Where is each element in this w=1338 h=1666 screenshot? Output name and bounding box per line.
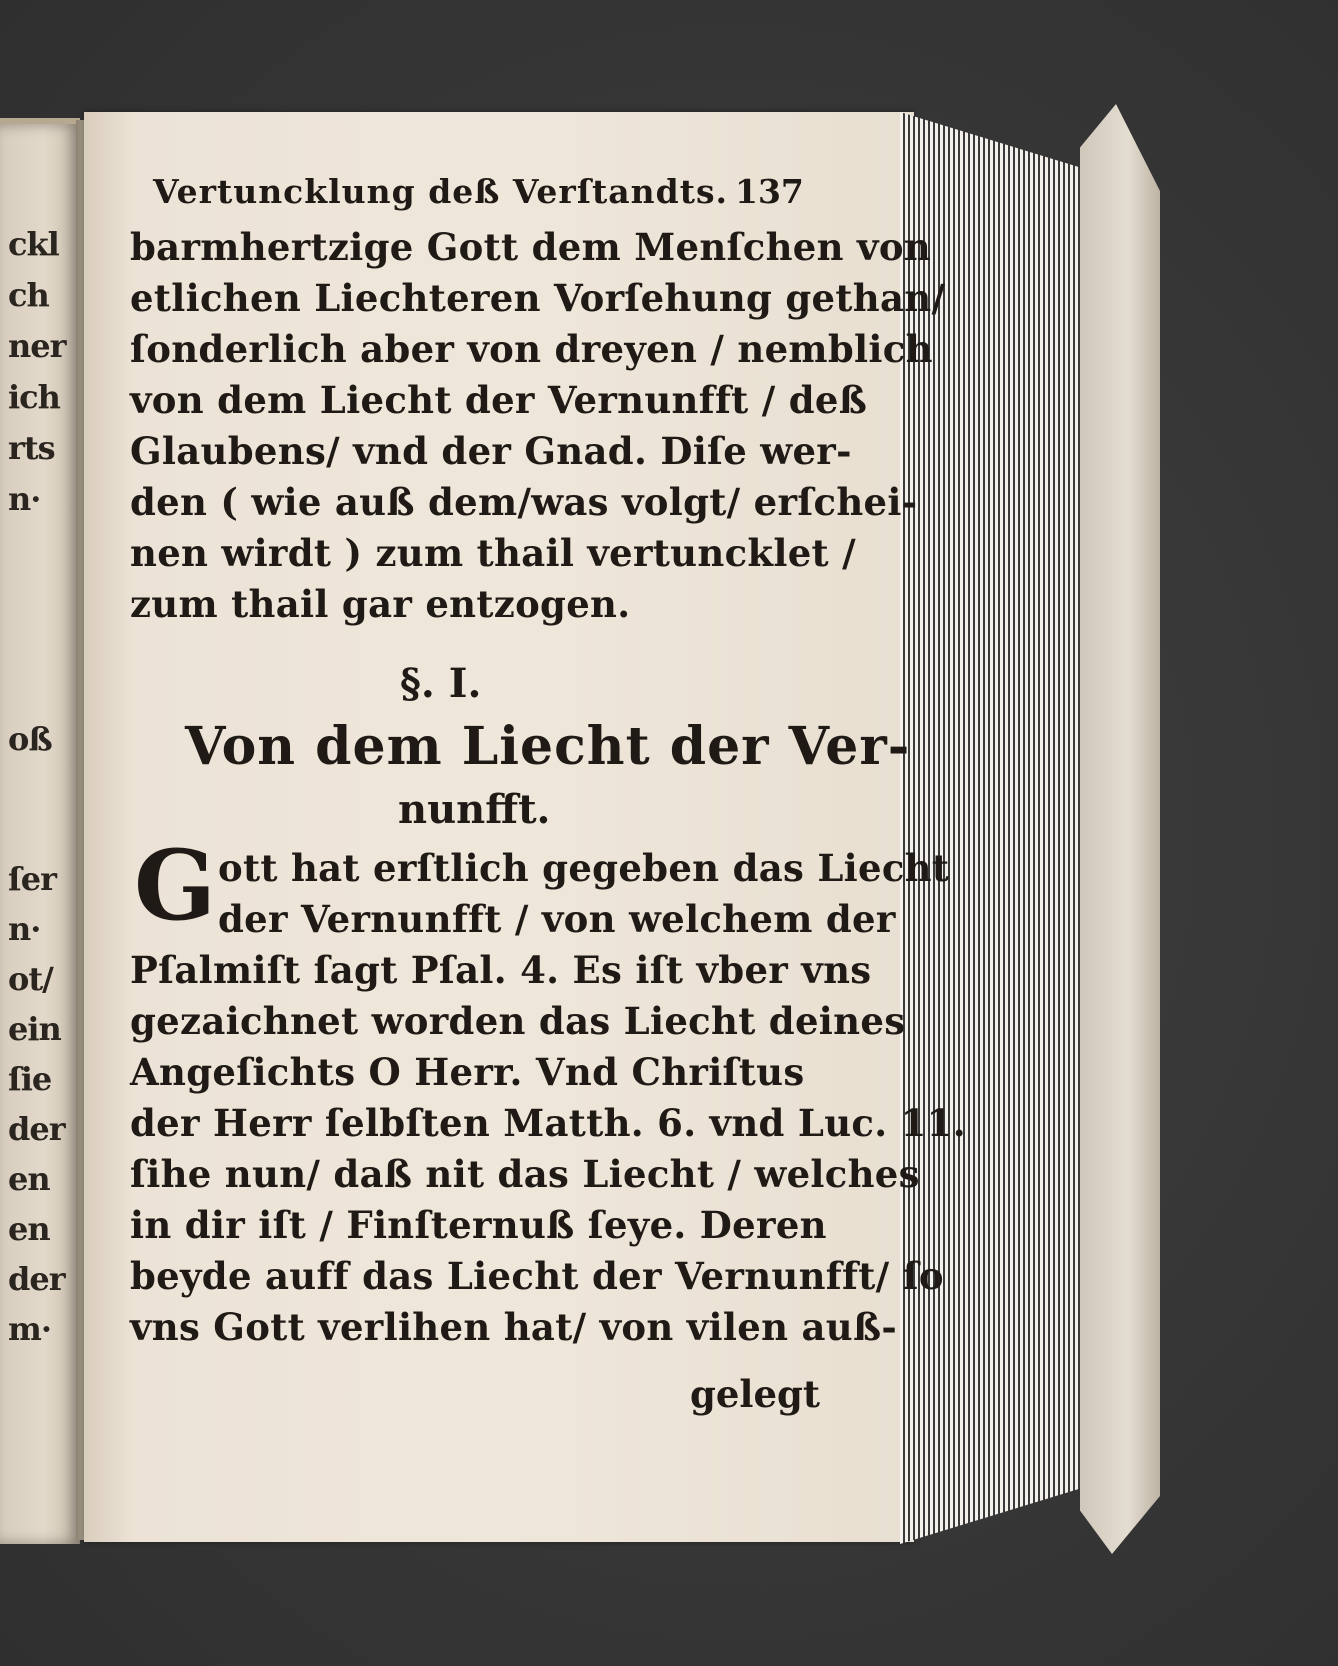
- text-line: gezaichnet worden das Liecht deines: [130, 999, 906, 1043]
- left-page-fragment: ner: [8, 327, 66, 365]
- left-page-fragment: n·: [8, 480, 41, 518]
- running-title: Vertuncklung deß Verſtandts.: [153, 172, 729, 211]
- catchword: gelegt: [690, 1372, 820, 1416]
- text-line: in dir iſt / Finſternuß ſeye. Deren: [130, 1203, 827, 1247]
- left-page-fragment: ch: [8, 276, 49, 314]
- left-page-fragment: ich: [8, 378, 60, 416]
- text-line: etlichen Liechteren Vorſehung gethan/: [130, 276, 946, 320]
- text-line: Glaubens/ vnd der Gnad. Diſe wer-: [130, 429, 852, 473]
- text-line: barmhertzige Gott dem Menſchen von: [130, 225, 932, 269]
- text-line: ſonderlich aber von dreyen / nemblich: [130, 327, 933, 371]
- left-page-fragment: ſer: [8, 860, 56, 898]
- left-page-fragment: oß: [8, 720, 52, 758]
- book-cover-edge: [1080, 104, 1160, 1554]
- text-line: den ( wie auß dem/was volgt/ erſchei-: [130, 480, 918, 524]
- text-line: vns Gott verlihen hat/ von vilen auß-: [130, 1305, 898, 1349]
- left-page-fragment: ſie: [8, 1060, 52, 1098]
- left-page-fragment: ot/: [8, 960, 53, 998]
- text-line: beyde auff das Liecht der Vernunfft/ ſo: [130, 1254, 944, 1298]
- left-page-fragment: en: [8, 1160, 50, 1198]
- text-line: von dem Liecht der Vernunfft / deß: [130, 378, 868, 422]
- left-page-fragment: ein: [8, 1010, 61, 1048]
- left-page-fragment: der: [8, 1110, 65, 1148]
- text-line: Angeſichts O Herr. Vnd Chriſtus: [130, 1050, 805, 1094]
- left-page-fragment: der: [8, 1260, 65, 1298]
- page-number: 137: [735, 172, 804, 211]
- section-mark: §. I.: [400, 660, 482, 707]
- text-line: Pſalmiſt ſagt Pſal. 4. Es iſt vber vns: [130, 948, 872, 992]
- text-line: zum thail gar entzogen.: [130, 582, 631, 626]
- section-heading: Von dem Liecht der Ver-: [185, 716, 911, 777]
- section-heading-continued: nunfft.: [398, 786, 551, 833]
- left-page-fragment: m·: [8, 1310, 51, 1348]
- text-line: der Herr ſelbſten Matth. 6. vnd Luc. 11.: [130, 1101, 966, 1145]
- left-page-fragment: en: [8, 1210, 50, 1248]
- text-line: der Vernunfft / von welchem der: [218, 897, 896, 941]
- text-line: ſihe nun/ daß nit das Liecht / welches: [130, 1152, 920, 1196]
- text-line: ott hat erſtlich gegeben das Liecht: [218, 846, 950, 890]
- drop-capital: G: [134, 829, 216, 942]
- text-line: nen wirdt ) zum thail vertuncklet /: [130, 531, 856, 575]
- left-page-fragment: rts: [8, 429, 55, 467]
- left-page-fragment: ckl: [8, 225, 59, 263]
- left-page-fragment: n·: [8, 910, 41, 948]
